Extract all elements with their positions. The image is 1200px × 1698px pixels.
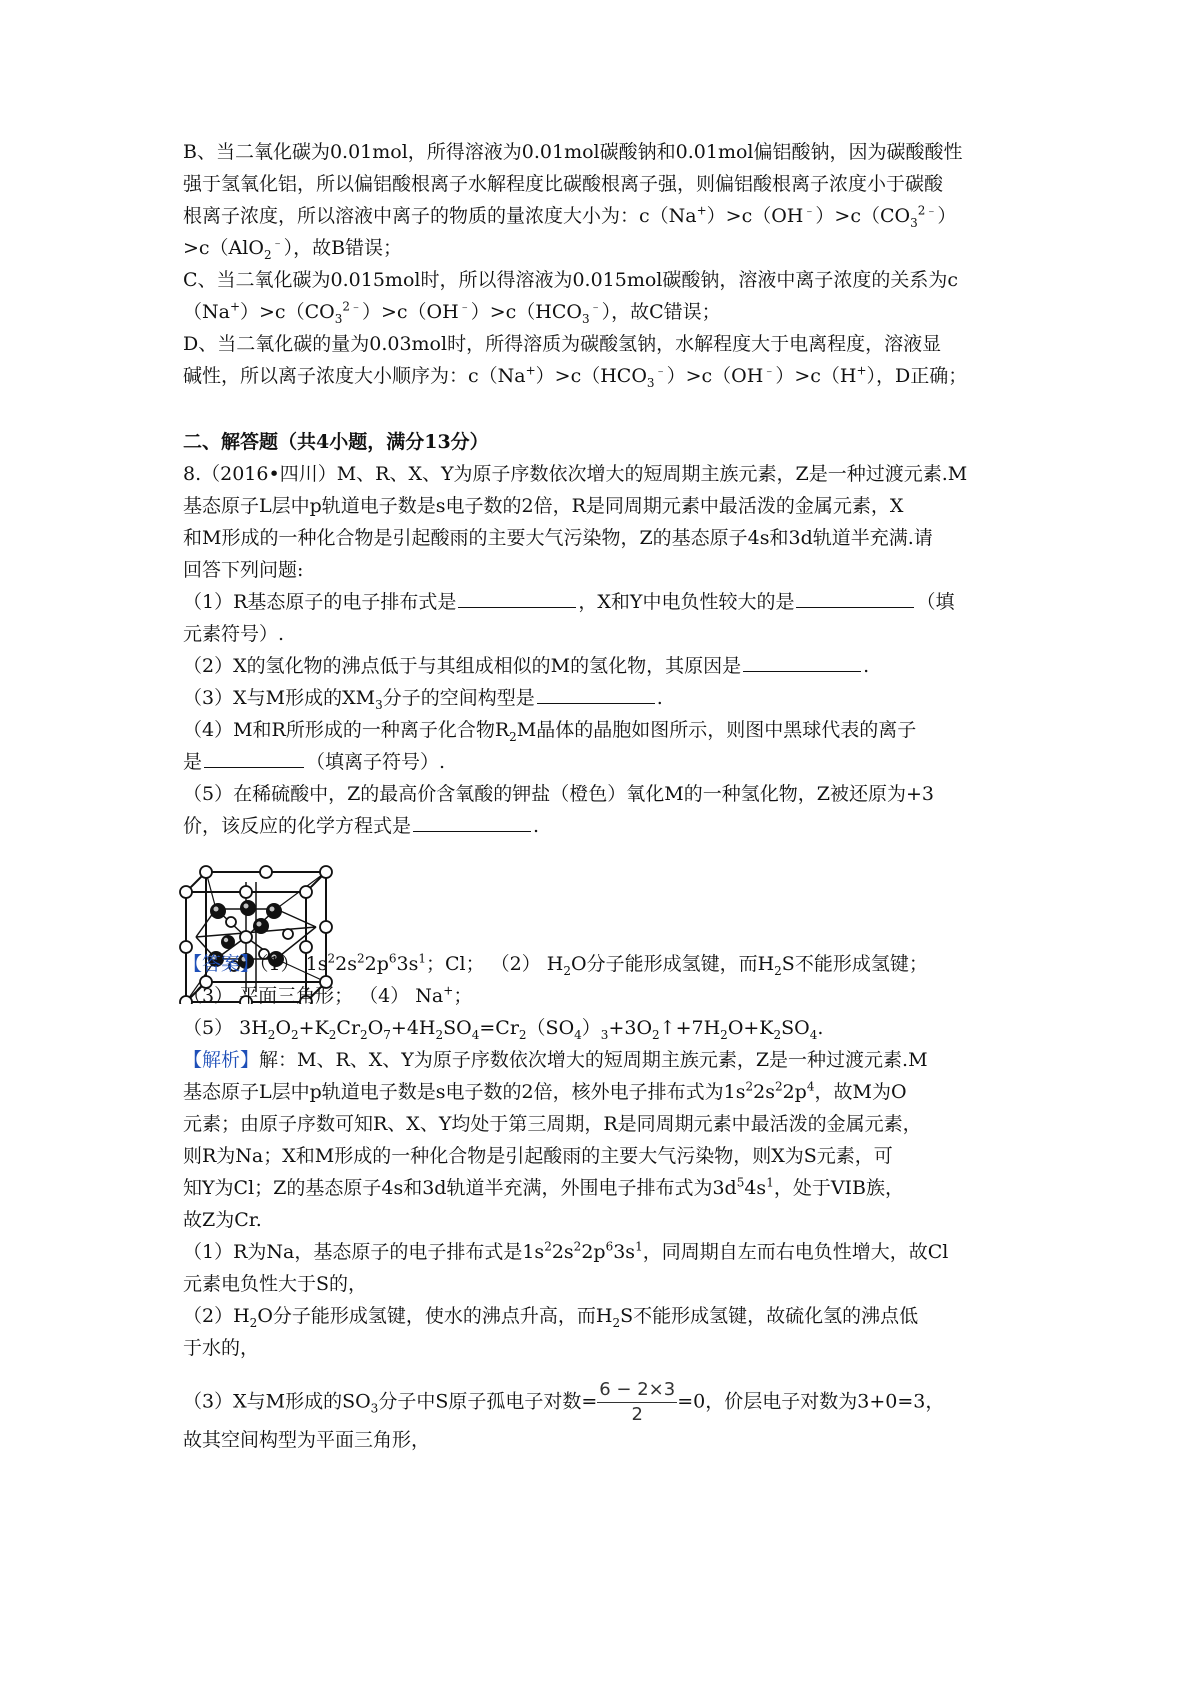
text: ） [937, 205, 957, 227]
text: ）>c（H [775, 365, 857, 387]
text: 和M形成的一种化合物是引起酸雨的主要大气污染物，Z的基态原子4s和3d轨道半充满.请 [183, 527, 933, 549]
text: ； [453, 985, 473, 1007]
answer-blank [458, 587, 576, 608]
text: S不能形成氢键，故硫化氢的沸点低 [620, 1305, 919, 1327]
text: 分子中S原子孤电子对数= [378, 1390, 598, 1413]
text: 价，该反应的化学方程式是 [183, 815, 412, 837]
text: ）>c（CO [240, 301, 335, 323]
text: . [533, 815, 540, 837]
text: （SO [526, 1017, 575, 1039]
text: SO [781, 1017, 810, 1039]
analysis-b-line-1 [183, 136, 962, 168]
text: 3s [613, 1241, 636, 1263]
text: =0，价层电子对数为3+0=3， [677, 1390, 945, 1413]
text: 2s [753, 1081, 775, 1103]
analysis-line-8 [183, 1268, 367, 1300]
analysis-line-10 [183, 1332, 259, 1364]
answer-line-1: 【答案】（1） $1s^22s^22p^63s^1$；Cl； （2） $H_2O$分子能形成氢键，而$H_2S$不能形成氢键； [183, 951, 928, 978]
text: ），D正确； [866, 365, 968, 387]
analysis-line-11: （3）X与M形成的$SO_3$分子中S原子孤电子对数= $\frac{6 - 2\times 3}{2}$ =0，价层电子对数为3+0=3， [183, 1379, 945, 1425]
text: O [367, 1017, 384, 1039]
answer-blank [413, 811, 531, 832]
text: ）>c（CO [815, 205, 911, 227]
text: ）>c（OH [666, 365, 764, 387]
text: D、当二氧化碳的量为0.03mol时，所得溶质为碳酸氢钠，水解程度大于电离程度，溶液显 [183, 333, 942, 355]
question-line-3 [183, 522, 933, 554]
subquestion-5-cont [183, 810, 539, 842]
text: 2p [364, 953, 389, 975]
text: 则R为Na；X和M形成的一种化合物是引起酸雨的主要大气污染物，则X为S元素，可 [183, 1145, 893, 1167]
text: 3s [396, 953, 419, 975]
answer-blank [743, 651, 861, 672]
analysis-c-line-2: $(Na^+)>c(CO_3^{2﹣})>c(OH^﹣)>c(HCO_3^﹣)$，故C错误； [183, 299, 721, 326]
text: 根离子浓度，所以溶液中离子的物质的量浓度大小为：c（Na [183, 205, 697, 227]
analysis-tag: 【解析】 [183, 1049, 260, 1071]
text: ，故M为O [814, 1081, 907, 1103]
text: 解：M、R、X、Y为原子序数依次增大的短周期主族元素，Z是一种过渡元素.M [259, 1049, 928, 1071]
subquestion-4: （4）M和R所形成的一种离子化合物$R_2M$晶体的晶胞如图所示，则图中黑球代表的离子 [183, 719, 917, 744]
text: （5）在稀硫酸中，Z的最高价含氧酸的钾盐（橙色）氧化M的一种氢化物，Z被还原为+3 [183, 783, 934, 805]
text: 故其空间构型为平面三角形， [183, 1429, 431, 1451]
text: 8.（2016•四川）M、R、X、Y为原子序数依次增大的短周期主族元素，Z是一种过渡元素.M [183, 463, 968, 485]
text: +4H [390, 1017, 436, 1039]
subquestion-1 [183, 586, 955, 618]
text: ），故B错误； [283, 237, 403, 259]
subquestion-5 [183, 778, 934, 810]
analysis-line-3 [183, 1108, 922, 1140]
text: 分子的空间构型是 [382, 687, 535, 709]
answer-blank [796, 587, 914, 608]
text: 元素电负性大于S的， [183, 1273, 368, 1295]
analysis-line-12 [183, 1424, 430, 1456]
answer-blank [537, 683, 655, 704]
question-line-1 [183, 458, 967, 490]
text: . [656, 687, 663, 709]
text: 基态原子L层中p轨道电子数是s电子数的2倍，R是同周期元素中最活泼的金属元素，X [183, 495, 904, 517]
text: 基态原子L层中p轨道电子数是s电子数的2倍，核外电子排布式为1s [183, 1081, 746, 1103]
analysis-line-4 [183, 1140, 893, 1172]
text: O分子能形成氢键，使水的沸点升高，而H [257, 1305, 613, 1327]
text: ） [581, 1017, 601, 1039]
subquestion-1-cont [183, 618, 284, 650]
answer-line-3: （5） $3H_2O_2+K_2Cr_2O_7+4H_2SO_4=Cr_2(SO_4)_3+3O_2↑+7H_2O+K_2SO_4$. [183, 1017, 824, 1042]
text: 强于氢氧化铝，所以偏铝酸根离子水解程度比碳酸根离子强，则偏铝酸根离子浓度小于碳酸 [183, 173, 944, 195]
text: M晶体的晶胞如图所示，则图中黑球代表的离子 [516, 719, 917, 741]
text: （2）H [183, 1305, 250, 1327]
text: （1）R为Na，基态原子的电子排布式是1s [183, 1241, 545, 1263]
analysis-b-line-3: 根离子浓度，所以溶液中离子的物质的量浓度大小为：$c(Na^+)>c(OH^﹣)>c(CO_3^{2﹣})$ [183, 203, 957, 230]
text: （2）X的氢化物的沸点低于与其组成相似的M的氢化物，其原因是 [183, 655, 742, 677]
text: O [275, 1017, 292, 1039]
text: 2p [782, 1081, 807, 1103]
text: ，处于VIB族， [773, 1177, 905, 1199]
text: O+K [727, 1017, 774, 1039]
answer-blank [204, 747, 304, 768]
text: 2p [581, 1241, 606, 1263]
text: （3）X与M形成的XM [183, 687, 376, 709]
text: 元素符号）. [183, 623, 285, 645]
text: Cr [336, 1017, 361, 1039]
text: ），故C错误； [601, 301, 721, 323]
text: ）>c（HCO [535, 365, 647, 387]
text: 碱性，所以离子浓度大小顺序为：c（Na [183, 365, 526, 387]
text: 4s [744, 1177, 767, 1199]
text: S不能形成氢键； [781, 953, 928, 975]
text: ）>c（HCO [470, 301, 582, 323]
text: （填 [916, 591, 955, 613]
answer-tag: 【答案】 [183, 953, 260, 975]
text: （1） 1s [259, 953, 328, 975]
text: ，同周期自左而右电负性增大，故Cl [642, 1241, 949, 1263]
fraction-denominator: 2 [631, 1404, 643, 1425]
text: +K [298, 1017, 329, 1039]
text: SO [443, 1017, 472, 1039]
text: =Cr [479, 1017, 519, 1039]
text: 故Z为Cr. [183, 1209, 262, 1231]
text: +3O [608, 1017, 653, 1039]
text: ）>c（OH [361, 301, 459, 323]
analysis-line-2: 基态原子L层中p轨道电子数是s电子数的2倍，核外电子排布式为$1s^22s^22p^4$，故M为O [183, 1079, 907, 1103]
question-line-2 [183, 490, 903, 522]
fraction [597, 1378, 677, 1427]
text: O分子能形成氢键，而H [571, 953, 775, 975]
subquestion-4-cont [183, 746, 445, 778]
text: 回答下列问题: [183, 559, 304, 581]
subquestion-2 [183, 650, 869, 682]
text: 2s [335, 953, 357, 975]
text: ，X和Y中电负性较大的是 [578, 591, 795, 613]
text: 2s [551, 1241, 574, 1263]
analysis-line-6 [183, 1204, 262, 1236]
analysis-c-line-1 [183, 264, 958, 296]
text: B、当二氧化碳为0.01mol，所得溶液为0.01mol碳酸钠和0.01mol偏铝酸钠，因为碳酸酸性 [183, 141, 963, 163]
text: （1）R基态原子的电子排布式是 [183, 591, 457, 613]
text: ↑+7H [659, 1017, 721, 1039]
text: 元素；由原子序数可知R、X、Y均处于第三周期，R是同周期元素中最活泼的金属元素， [183, 1113, 922, 1135]
text: （填离子符号）. [306, 751, 446, 773]
text: （3） 平面三角形； （4） Na [183, 985, 444, 1007]
text: （5） 3H [183, 1017, 268, 1039]
analysis-b-line-2 [183, 168, 943, 200]
analysis-line-1 [183, 1044, 928, 1076]
text: （4）M和R所形成的一种离子化合物R [183, 719, 510, 741]
text: C、当二氧化碳为0.015mol时，所以得溶液为0.015mol碳酸钠，溶液中离子浓度的关系为c [183, 269, 959, 291]
analysis-line-7: （1）R为Na，基态原子的电子排布式是$1s^22s^22p^63s^1$，同周期自左而右电负性增大，故Cl [183, 1239, 949, 1263]
text: >c（AlO [183, 237, 264, 259]
text: . [863, 655, 870, 677]
text: ）>c（OH [706, 205, 804, 227]
analysis-line-5: 知Y为Cl；Z的基态原子4s和3d轨道半充满，外围电子排布式为$3d^54s^1$，处于VIB族， [183, 1175, 905, 1199]
analysis-d-line-2: 碱性，所以离子浓度大小顺序为：$c(Na^+)>c(HCO_3^﹣)>c(OH^﹣)>c(H^+)$，D正确； [183, 363, 968, 390]
text: （3）X与M形成的SO [183, 1390, 371, 1413]
text: . [817, 1017, 824, 1039]
text: 于水的， [183, 1337, 260, 1359]
section-title: 二、解答题（共4小题，满分13分） [183, 431, 489, 453]
fraction-numerator: 6 − 2×3 [597, 1378, 677, 1403]
answer-line-2: （3） 平面三角形； （4） Na+； [183, 983, 473, 1007]
text: 知Y为Cl；Z的基态原子4s和3d轨道半充满，外围电子排布式为3d [183, 1177, 737, 1199]
text: ；Cl； （2） H [426, 953, 564, 975]
analysis-d-line-1 [183, 328, 941, 360]
text: （Na [183, 301, 230, 323]
subquestion-3: （3）X与M形成的$XM_3$分子的空间构型是 . [183, 682, 663, 714]
text: 是 [183, 751, 203, 773]
question-line-4 [183, 554, 303, 586]
analysis-line-9: $(2)H_2O$分子能形成氢键，使水的沸点升高，而$H_2S$不能形成氢键，故硫化氢的沸点低 [183, 1305, 919, 1330]
analysis-b-line-4: >c（AlO$_2$﹣），故B错误； [183, 235, 403, 262]
